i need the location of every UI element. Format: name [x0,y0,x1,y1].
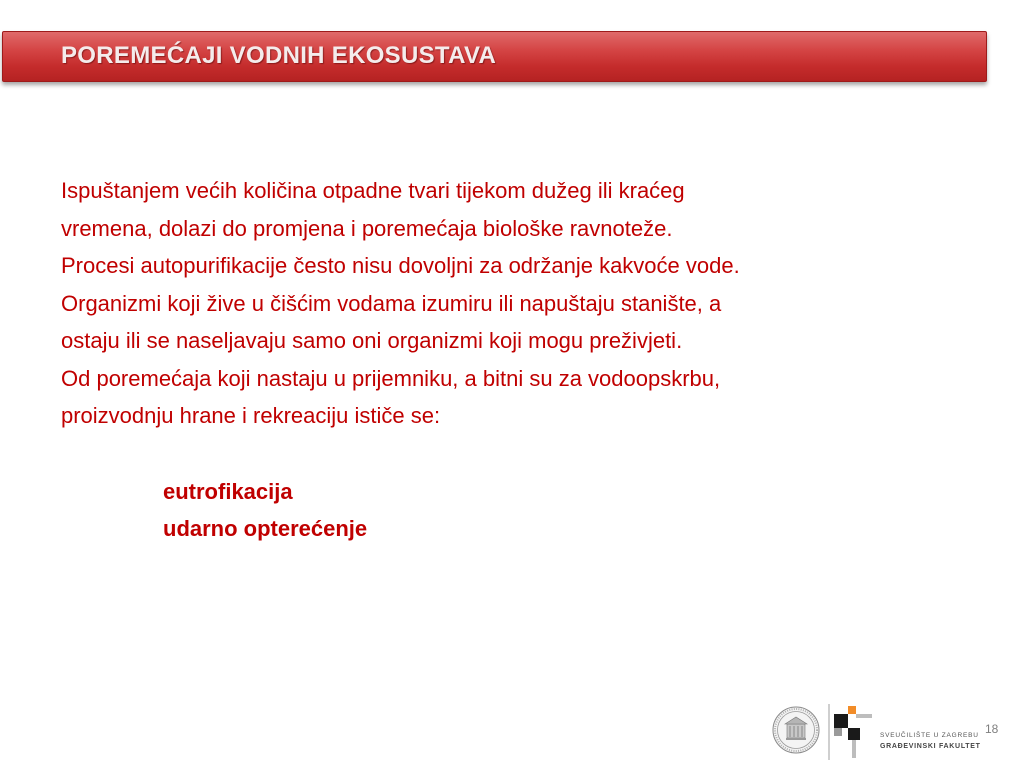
footer-logo [772,700,981,764]
body-line: ostaju ili se naseljavaju samo oni organizmi koji mogu preživjeti. [61,328,683,353]
body-text [61,172,961,435]
slide-title: POREMEĆAJI VODNIH EKOSUSTAVA [61,42,497,69]
body-line: Od poremećaja koji nastaju u prijemniku, a bitni su za vodoopskrbu, [61,365,721,391]
highlight-item-eutrofikacija: eutrofikacija [163,479,293,504]
highlight-list [163,473,367,547]
body-line: proizvodnju hrane i rekreaciju ističe se: [61,403,441,428]
university-seal-icon [772,706,820,754]
institution-name-university: SVEUČILIŠTE U ZAGREBU [880,732,979,739]
body-line: Organizmi koji žive u čišćim vodama izumiru ili napuštaju stanište, a [61,290,722,316]
institution-name-faculty: GRAĐEVINSKI FAKULTET [880,743,981,750]
body-line: Ispuštanjem većih količina otpadne tvari tijekom dužeg ili kraćeg [61,178,685,203]
body-line: vremena, dolazi do promjena i poremećaja biološke ravnoteže. [61,215,673,241]
body-line: Procesi autopurifikacije često nisu dovoljni za održanje kakvoće vode. [61,253,740,278]
faculty-gf-logo-icon [822,700,878,764]
page-number: 18 [985,722,999,736]
highlight-item-udarno-opterecenje: udarno opterećenje [163,516,368,541]
